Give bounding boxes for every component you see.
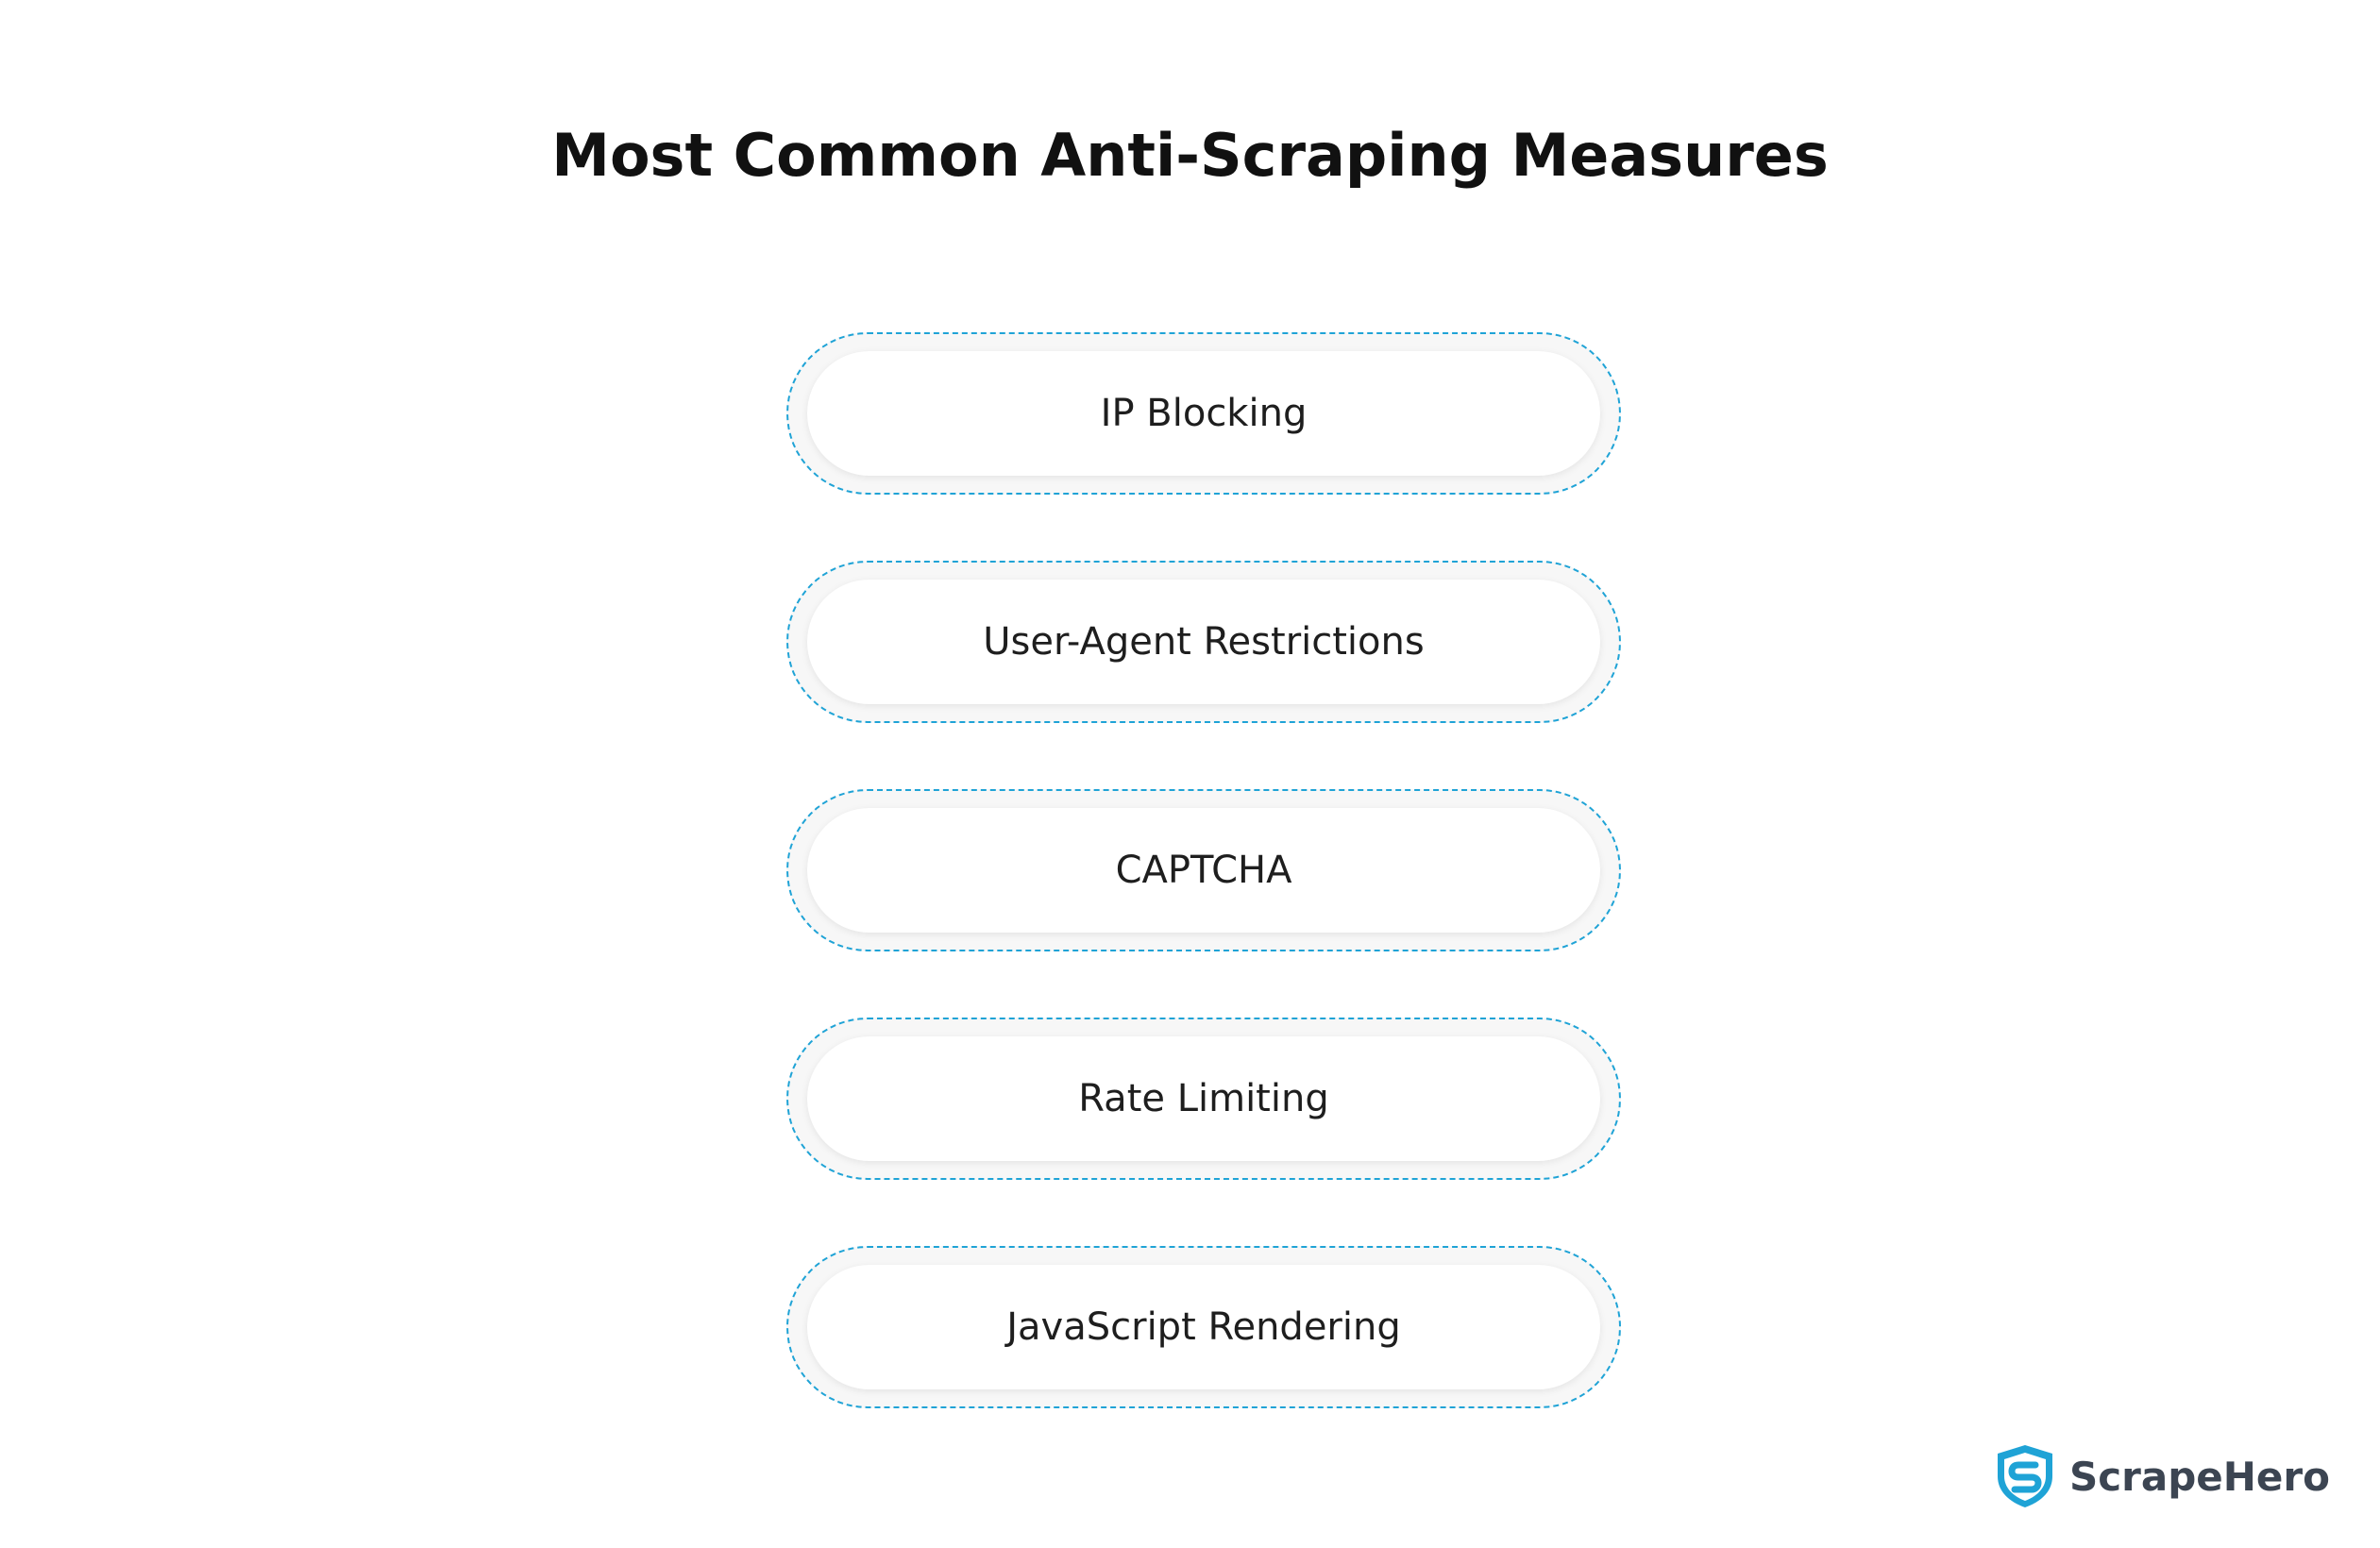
measure-pill	[807, 351, 1600, 476]
measure-item-captcha	[786, 789, 1621, 951]
brand-logo	[1992, 1442, 2330, 1510]
measure-label: User-Agent Restrictions	[983, 620, 1425, 664]
measure-label: Rate Limiting	[1078, 1077, 1329, 1120]
measure-label: JavaScript Rendering	[1006, 1305, 1401, 1349]
measure-item-rate-limiting	[786, 1018, 1621, 1180]
measure-item-ip-blocking	[786, 332, 1621, 495]
measure-pill	[807, 580, 1600, 704]
brand-name: ScrapeHero	[2069, 1453, 2330, 1500]
page-title: Most Common Anti-Scraping Measures	[551, 121, 1829, 190]
measure-pill	[807, 1265, 1600, 1389]
measure-pill	[807, 1036, 1600, 1161]
measure-item-javascript-rendering	[786, 1246, 1621, 1408]
measure-pill	[807, 808, 1600, 933]
measure-label: IP Blocking	[1100, 392, 1308, 435]
measure-item-user-agent-restrictions	[786, 561, 1621, 723]
measure-label: CAPTCHA	[1115, 849, 1292, 892]
shield-s-icon	[1992, 1442, 2058, 1510]
